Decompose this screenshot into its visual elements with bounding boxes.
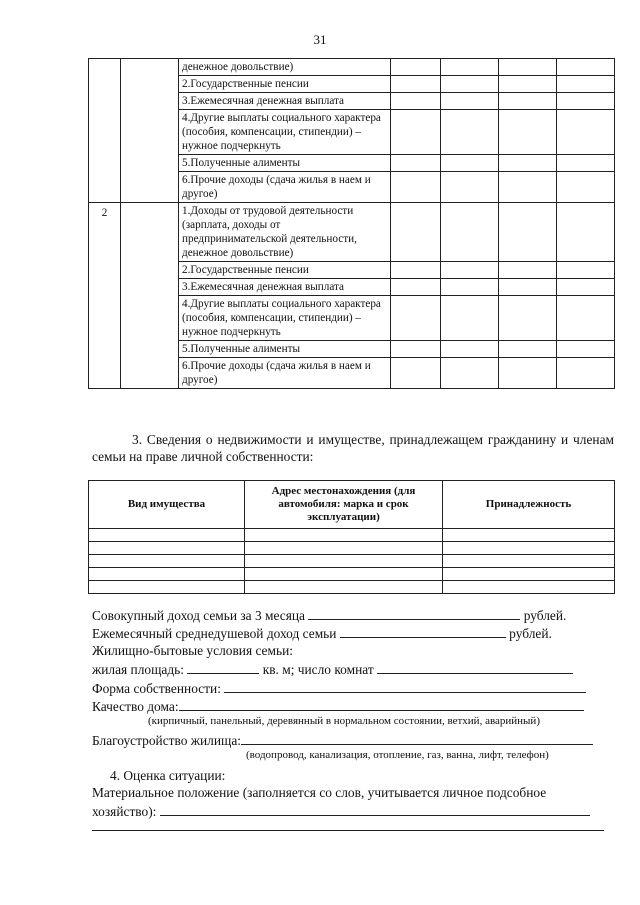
ownership-label: Форма собственности: <box>92 681 221 696</box>
income-amount-cell[interactable] <box>441 59 499 76</box>
total-income-unit: рублей. <box>523 608 567 623</box>
household-field[interactable] <box>160 802 590 816</box>
property-cell[interactable] <box>89 581 245 594</box>
income-amount-cell[interactable] <box>499 203 557 262</box>
income-amount-cell[interactable] <box>391 110 441 155</box>
property-row <box>89 568 615 581</box>
income-amount-cell[interactable] <box>391 76 441 93</box>
income-amount-cell[interactable] <box>499 155 557 172</box>
income-amount-cell[interactable] <box>499 76 557 93</box>
income-member-cell[interactable] <box>121 203 179 389</box>
property-cell[interactable] <box>245 581 443 594</box>
income-amount-cell[interactable] <box>441 110 499 155</box>
income-amount-cell[interactable] <box>391 341 441 358</box>
income-amount-cell[interactable] <box>499 110 557 155</box>
income-type-label: 2.Государственные пенсии <box>179 262 391 279</box>
property-header-type: Вид имущества <box>89 481 245 529</box>
income-amount-cell[interactable] <box>441 279 499 296</box>
property-cell[interactable] <box>89 542 245 555</box>
income-amount-cell[interactable] <box>391 172 441 203</box>
income-amount-cell[interactable] <box>391 262 441 279</box>
income-amount-cell[interactable] <box>441 203 499 262</box>
income-amount-cell[interactable] <box>441 262 499 279</box>
extra-answer-line[interactable] <box>92 830 604 831</box>
house-quality-hint: (кирпичный, панельный, деревянный в нормальном состоянии, ветхий, аварийный) <box>148 715 540 727</box>
income-amount-cell[interactable] <box>557 358 615 389</box>
section-3-text: 3. Сведения о недвижимости и имуществе, принадлежащем гражданину и членам семьи на праве личной собственности: <box>92 432 614 464</box>
income-amount-cell[interactable] <box>557 341 615 358</box>
amenities-label: Благоустройство жилища: <box>92 733 242 748</box>
property-cell[interactable] <box>89 568 245 581</box>
income-type-label: 1.Доходы от трудовой деятельности (зарплата, доходы от предпринимательской деятельности, денежное довольствие) <box>179 203 391 262</box>
material-label: Материальное положение (заполняется со слов, учитывается личное подсобное <box>92 785 547 800</box>
property-cell[interactable] <box>443 581 615 594</box>
rooms-field[interactable] <box>377 660 573 674</box>
living-area-label: жилая площадь: <box>92 662 184 677</box>
income-row <box>89 59 615 76</box>
income-amount-cell[interactable] <box>441 296 499 341</box>
property-cell[interactable] <box>443 529 615 542</box>
income-amount-cell[interactable] <box>391 296 441 341</box>
section-3-title <box>92 431 614 465</box>
living-area-field[interactable] <box>187 660 259 674</box>
ownership-field[interactable] <box>224 679 586 693</box>
living-conditions-line <box>92 642 612 659</box>
property-row <box>89 529 615 542</box>
property-header-row <box>89 481 615 529</box>
income-type-label: 3.Ежемесячная денежная выплата <box>179 93 391 110</box>
total-income-label: Совокупный доход семьи за 3 месяца <box>92 608 305 623</box>
property-cell[interactable] <box>89 529 245 542</box>
income-type-label: 5.Полученные алименты <box>179 341 391 358</box>
property-cell[interactable] <box>443 542 615 555</box>
household-label: хозяйство): <box>92 804 157 819</box>
income-type-label: 6.Прочие доходы (сдача жилья в наем и другое) <box>179 358 391 389</box>
property-cell[interactable] <box>89 555 245 568</box>
household-line <box>92 802 612 820</box>
income-amount-cell[interactable] <box>499 93 557 110</box>
avg-income-label: Ежемесячный среднедушевой доход семьи <box>92 626 337 641</box>
income-amount-cell[interactable] <box>499 341 557 358</box>
income-type-label: 4.Другие выплаты социального характера (пособия, компенсации, стипендии) – нужное подчеркнуть <box>179 110 391 155</box>
ownership-line <box>92 679 612 697</box>
avg-income-unit: рублей. <box>509 626 552 641</box>
income-type-label: 3.Ежемесячная денежная выплата <box>179 279 391 296</box>
income-type-label: 2.Государственные пенсии <box>179 76 391 93</box>
amenities-line <box>92 731 612 749</box>
income-amount-cell[interactable] <box>557 296 615 341</box>
income-amount-cell[interactable] <box>499 279 557 296</box>
income-type-label: 6.Прочие доходы (сдача жилья в наем и другое) <box>179 172 391 203</box>
property-cell[interactable] <box>245 568 443 581</box>
property-table <box>88 480 615 594</box>
income-amount-cell[interactable] <box>557 76 615 93</box>
income-amount-cell[interactable] <box>391 358 441 389</box>
amenities-hint: (водопровод, канализация, отопление, газ, ванна, лифт, телефон) <box>246 749 549 761</box>
property-cell[interactable] <box>443 555 615 568</box>
page-number: 31 <box>313 32 327 47</box>
income-amount-cell[interactable] <box>499 172 557 203</box>
material-line <box>92 784 612 801</box>
property-cell[interactable] <box>245 529 443 542</box>
income-type-label: денежное довольствие) <box>179 59 391 76</box>
income-amount-cell[interactable] <box>499 296 557 341</box>
property-header-address: Адрес местонахождения (для автомобиля: марка и срок эксплуатации) <box>245 481 443 529</box>
section-4-text: 4. Оценка ситуации: <box>110 768 226 783</box>
income-amount-cell[interactable] <box>441 155 499 172</box>
living-conditions-label: Жилищно-бытовые условия семьи: <box>92 643 293 658</box>
avg-income-line <box>92 624 612 642</box>
amenities-field[interactable] <box>241 731 593 745</box>
sqm-label: кв. м; число комнат <box>262 662 374 677</box>
property-row <box>89 581 615 594</box>
income-amount-cell[interactable] <box>391 279 441 296</box>
income-amount-cell[interactable] <box>391 155 441 172</box>
income-amount-cell[interactable] <box>557 203 615 262</box>
income-row <box>89 203 615 262</box>
house-quality-label: Качество дома: <box>92 699 179 714</box>
income-amount-cell[interactable] <box>391 93 441 110</box>
section-4-title <box>110 767 630 784</box>
property-cell[interactable] <box>443 568 615 581</box>
income-amount-cell[interactable] <box>441 358 499 389</box>
income-amount-cell[interactable] <box>391 203 441 262</box>
income-amount-cell[interactable] <box>441 93 499 110</box>
income-type-label: 5.Полученные алименты <box>179 155 391 172</box>
property-header-ownership: Принадлежность <box>443 481 615 529</box>
income-amount-cell[interactable] <box>441 341 499 358</box>
avg-income-field[interactable] <box>340 624 506 638</box>
income-amount-cell[interactable] <box>557 110 615 155</box>
income-amount-cell[interactable] <box>499 358 557 389</box>
living-area-line <box>92 660 612 678</box>
property-cell[interactable] <box>245 555 443 568</box>
income-amount-cell[interactable] <box>391 59 441 76</box>
income-amount-cell[interactable] <box>557 93 615 110</box>
income-amount-cell[interactable] <box>557 59 615 76</box>
income-amount-cell[interactable] <box>557 279 615 296</box>
income-amount-cell[interactable] <box>499 59 557 76</box>
income-amount-cell[interactable] <box>557 172 615 203</box>
total-income-line <box>92 606 612 624</box>
property-row <box>89 555 615 568</box>
income-amount-cell[interactable] <box>441 172 499 203</box>
income-amount-cell[interactable] <box>557 262 615 279</box>
income-group-number <box>89 59 121 203</box>
income-amount-cell[interactable] <box>499 262 557 279</box>
income-group-number: 2 <box>89 203 121 389</box>
income-table <box>88 58 615 389</box>
house-quality-line <box>92 697 612 715</box>
income-member-cell[interactable] <box>121 59 179 203</box>
income-type-label: 4.Другие выплаты социального характера (пособия, компенсации, стипендии) – нужное подчеркнуть <box>179 296 391 341</box>
total-income-field[interactable] <box>308 606 520 620</box>
house-quality-field[interactable] <box>179 697 584 711</box>
property-row <box>89 542 615 555</box>
property-cell[interactable] <box>245 542 443 555</box>
income-amount-cell[interactable] <box>441 76 499 93</box>
income-amount-cell[interactable] <box>557 155 615 172</box>
